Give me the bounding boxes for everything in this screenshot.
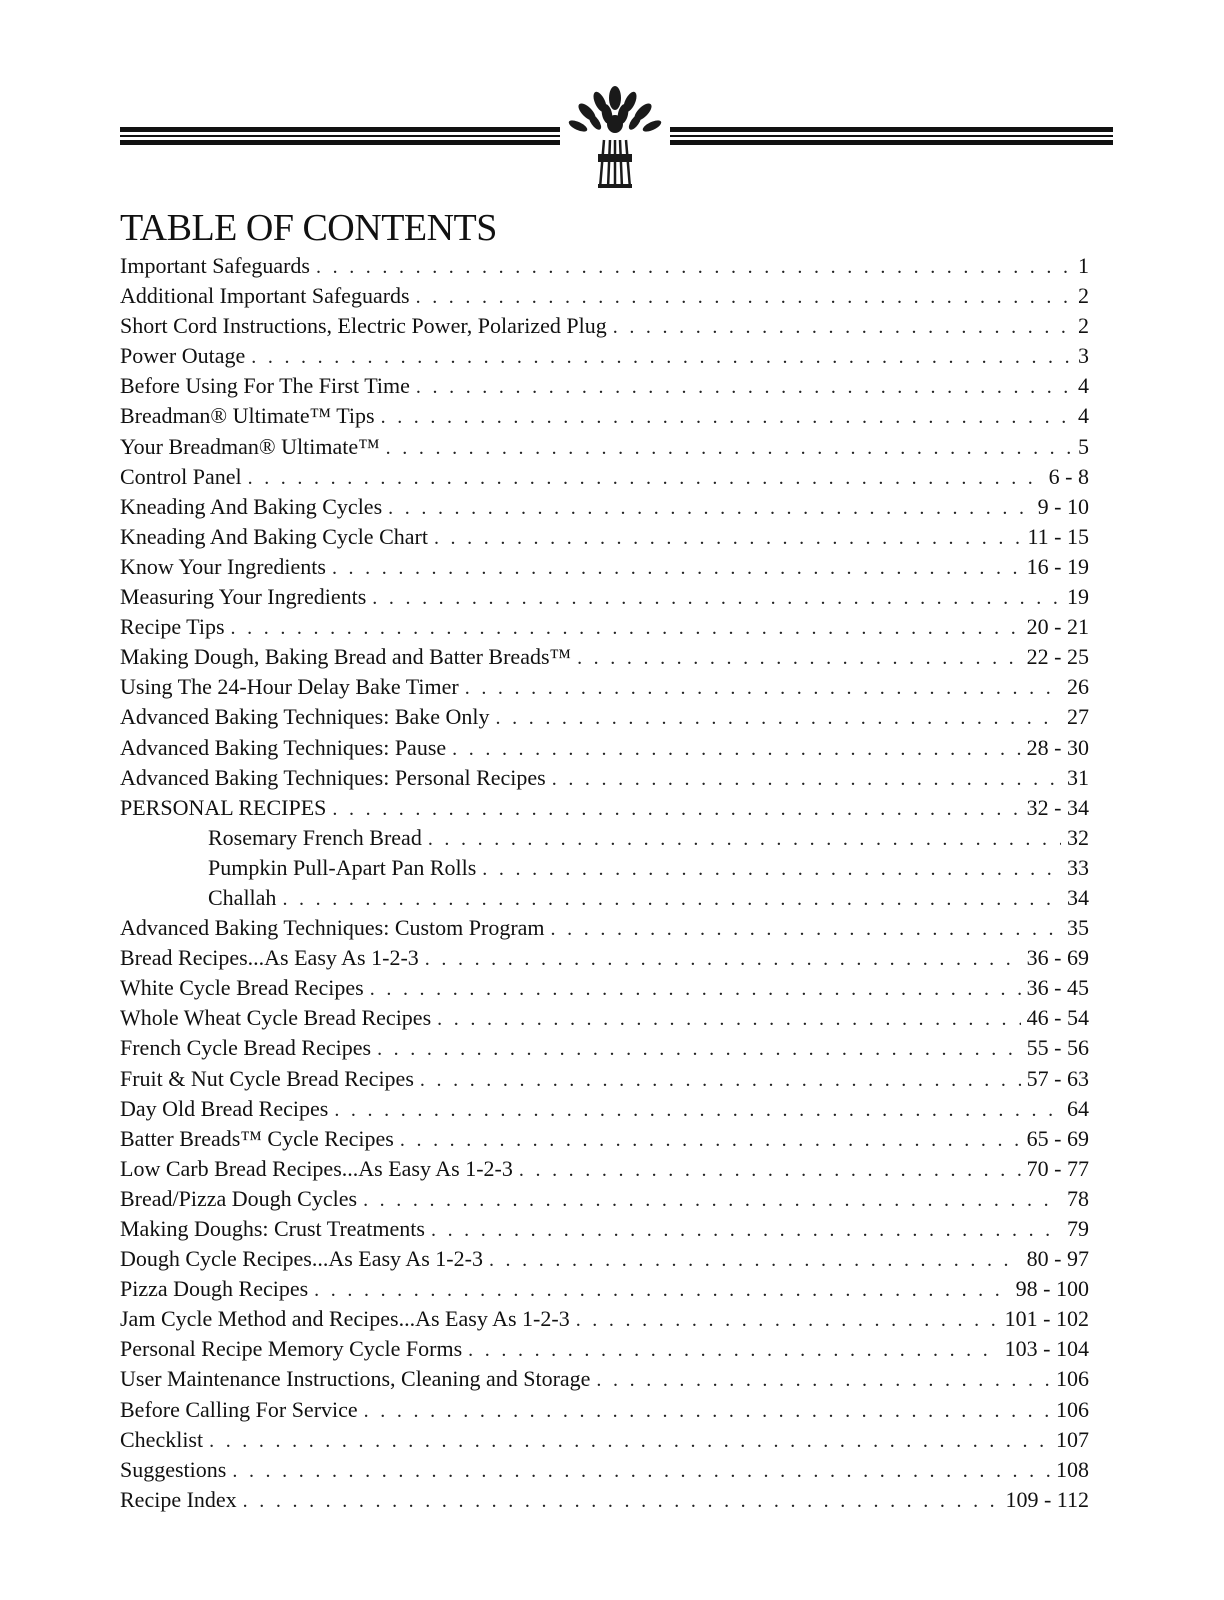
toc-entry [120, 1124, 1089, 1154]
toc-entry-title: Kneading And Baking Cycle Chart [120, 523, 428, 549]
toc-entry-pages: 106 [1056, 1396, 1089, 1422]
toc-entry [120, 311, 1089, 341]
toc-entry-title: Making Dough, Baking Bread and Batter Breads™ [120, 644, 572, 670]
toc-entry-title: Additional Important Safeguards [120, 283, 410, 309]
toc-entry-title: Important Safeguards [120, 253, 310, 278]
toc-entry [120, 1364, 1089, 1394]
toc-entry-title: Challah [208, 884, 277, 910]
dot-leader [377, 1034, 1021, 1063]
dot-leader [434, 523, 1022, 552]
toc-entry-pages: 26 [1067, 674, 1089, 700]
toc-entry-pages: 16 - 19 [1026, 553, 1089, 579]
dot-leader [428, 824, 1061, 853]
toc-entry-title: Dough Cycle Recipes...As Easy As 1-2-3 [120, 1246, 483, 1272]
toc-entry-title: Control Panel [120, 463, 242, 489]
toc-entry-title: User Maintenance Instructions, Cleaning and Storage [120, 1366, 591, 1392]
toc-entry [120, 1334, 1089, 1364]
toc-entry-pages: 78 [1067, 1185, 1089, 1211]
dot-leader [552, 764, 1061, 793]
toc-entry-title: Fruit & Nut Cycle Bread Recipes [120, 1065, 414, 1091]
toc-entry-pages: 79 [1067, 1216, 1089, 1241]
toc-entry [120, 1395, 1089, 1425]
dot-leader [381, 402, 1072, 431]
toc-entry [120, 341, 1089, 371]
dot-leader [334, 1095, 1061, 1124]
toc-entry-title: White Cycle Bread Recipes [120, 975, 364, 1001]
toc-entry [120, 522, 1089, 552]
dot-leader [613, 312, 1072, 341]
toc-entry-pages: 80 - 97 [1026, 1246, 1089, 1272]
toc-entry-pages: 65 - 69 [1026, 1125, 1089, 1151]
toc-entry [120, 612, 1089, 642]
toc-entry-title: Your Breadman® Ultimate™ [120, 433, 380, 459]
dot-leader [400, 1125, 1021, 1154]
toc-entry-title: Recipe Tips [120, 614, 225, 640]
toc-entry-pages: 6 - 8 [1048, 463, 1089, 489]
dot-leader [388, 493, 1032, 522]
toc-entry [120, 1274, 1089, 1304]
toc-entry-title: Making Doughs: Crust Treatments [120, 1216, 425, 1241]
toc-entry-title: Advanced Baking Techniques: Pause [120, 734, 447, 760]
toc-entry-title: French Cycle Bread Recipes [120, 1035, 372, 1061]
toc-entry-pages: 70 - 77 [1026, 1155, 1089, 1181]
toc-entry-pages: 11 - 15 [1027, 523, 1089, 549]
toc-entry-title: Pizza Dough Recipes [120, 1276, 309, 1302]
toc-entry-title: Kneading And Baking Cycles [120, 493, 383, 519]
toc-entry-title: Suggestions [120, 1456, 227, 1482]
toc-entry-title: Breadman® Ultimate™ Tips [120, 403, 375, 429]
toc-entry-pages: 33 [1067, 854, 1089, 880]
toc-entry-pages: 4 [1078, 373, 1089, 399]
toc-entry [120, 1304, 1089, 1334]
toc-entry-title: PERSONAL RECIPES [120, 794, 327, 820]
toc-entry-pages: 36 - 69 [1026, 945, 1089, 971]
toc-entry [120, 1003, 1089, 1033]
toc-entry [120, 1455, 1089, 1485]
toc-entry-title: Short Cord Instructions, Electric Power, Polarized Plug [120, 313, 607, 339]
toc-entry [120, 793, 1089, 823]
toc-entry [120, 823, 1089, 853]
table-of-contents [120, 251, 1089, 1515]
toc-entry-title: Using The 24-Hour Delay Bake Timer [120, 674, 459, 700]
dot-leader [576, 1305, 999, 1334]
dot-leader [316, 252, 1072, 281]
toc-entry [120, 1064, 1089, 1094]
dot-leader [282, 884, 1061, 913]
toc-entry [120, 552, 1089, 582]
toc-entry [120, 642, 1089, 672]
toc-entry-title: Advanced Baking Techniques: Personal Recipes [120, 764, 546, 790]
toc-entry-title: Personal Recipe Memory Cycle Forms [120, 1336, 463, 1362]
toc-entry [120, 1033, 1089, 1063]
toc-entry [120, 913, 1089, 943]
dot-leader [372, 583, 1061, 612]
toc-entry [120, 733, 1089, 763]
dot-leader [386, 433, 1072, 462]
toc-entry-pages: 106 [1056, 1366, 1089, 1392]
toc-entry [120, 973, 1089, 1003]
toc-entry-title: Day Old Bread Recipes [120, 1095, 329, 1121]
toc-entry-title: Recipe Index [120, 1486, 237, 1512]
toc-entry-pages: 98 - 100 [1015, 1276, 1089, 1302]
dot-leader [364, 1396, 1050, 1425]
dot-leader [314, 1275, 1010, 1304]
toc-entry [120, 462, 1089, 492]
toc-entry-pages: 36 - 45 [1026, 975, 1089, 1001]
toc-entry-pages: 35 [1067, 915, 1089, 941]
toc-entry-title: Power Outage [120, 343, 246, 369]
toc-entry [120, 1094, 1089, 1124]
dot-leader [231, 613, 1021, 642]
dot-leader [209, 1426, 1050, 1455]
dot-leader [519, 1155, 1021, 1184]
toc-entry-pages: 4 [1078, 403, 1089, 429]
toc-entry [120, 853, 1089, 883]
dot-leader [332, 794, 1020, 823]
toc-entry [120, 1184, 1089, 1214]
toc-entry [120, 883, 1089, 913]
dot-leader [452, 734, 1021, 763]
toc-entry-pages: 46 - 54 [1026, 1005, 1089, 1031]
toc-entry [120, 281, 1089, 311]
toc-entry-pages: 20 - 21 [1026, 614, 1089, 640]
toc-entry-title: Bread/Pizza Dough Cycles [120, 1185, 358, 1211]
toc-entry [120, 1214, 1089, 1244]
dot-leader [232, 1456, 1050, 1485]
toc-entry [120, 1244, 1089, 1274]
toc-entry-pages: 55 - 56 [1026, 1035, 1089, 1061]
dot-leader [551, 914, 1061, 943]
toc-entry [120, 1485, 1089, 1515]
toc-entry-pages: 108 [1056, 1456, 1089, 1482]
dot-leader [425, 944, 1021, 973]
toc-entry-pages: 2 [1078, 313, 1089, 339]
toc-entry [120, 943, 1089, 973]
toc-entry [120, 251, 1089, 281]
toc-entry-pages: 3 [1078, 343, 1089, 369]
toc-entry-pages: 2 [1078, 283, 1089, 309]
toc-entry [120, 672, 1089, 702]
toc-entry [120, 492, 1089, 522]
toc-entry [120, 1154, 1089, 1184]
dot-leader [248, 463, 1043, 492]
toc-entry [120, 432, 1089, 462]
toc-entry-pages: 19 [1067, 584, 1089, 610]
dot-leader [489, 1245, 1021, 1274]
toc-entry-title: Whole Wheat Cycle Bread Recipes [120, 1005, 432, 1031]
toc-entry-pages: 101 - 102 [1004, 1306, 1089, 1332]
toc-entry-title: Before Using For The First Time [120, 373, 410, 399]
toc-entry-title: Low Carb Bread Recipes...As Easy As 1-2-3 [120, 1155, 513, 1181]
toc-entry-title: Pumpkin Pull-Apart Pan Rolls [208, 854, 477, 880]
toc-entry [120, 401, 1089, 431]
toc-entry-pages: 103 - 104 [1004, 1336, 1089, 1362]
toc-entry-pages: 34 [1067, 884, 1089, 910]
toc-entry-pages: 107 [1056, 1426, 1089, 1452]
toc-entry-pages: 22 - 25 [1026, 644, 1089, 670]
toc-entry-pages: 31 [1067, 764, 1089, 790]
toc-entry [120, 582, 1089, 612]
toc-entry-title: Batter Breads™ Cycle Recipes [120, 1125, 394, 1151]
dot-leader [468, 1335, 999, 1364]
toc-entry-pages: 1 [1078, 253, 1089, 278]
toc-entry-title: Bread Recipes...As Easy As 1-2-3 [120, 945, 419, 971]
toc-entry-title: Rosemary French Bread [208, 824, 422, 850]
toc-entry-title: Before Calling For Service [120, 1396, 358, 1422]
wheat-sheaf-icon [560, 80, 670, 192]
dot-leader [416, 282, 1072, 311]
toc-entry-pages: 32 [1067, 824, 1089, 850]
dot-leader [370, 974, 1021, 1003]
toc-entry-title: Know Your Ingredients [120, 553, 326, 579]
toc-entry-title: Advanced Baking Techniques: Custom Program [120, 915, 545, 941]
toc-entry-pages: 27 [1067, 704, 1089, 730]
toc-entry-title: Jam Cycle Method and Recipes...As Easy As 1-2-3 [120, 1306, 570, 1332]
toc-entry [120, 702, 1089, 732]
dot-leader [416, 372, 1072, 401]
toc-entry-pages: 32 - 34 [1026, 794, 1089, 820]
dot-leader [420, 1065, 1021, 1094]
dot-leader [437, 1004, 1021, 1033]
dot-leader [482, 854, 1061, 883]
header-ornament [120, 80, 1113, 195]
toc-entry-title: Advanced Baking Techniques: Bake Only [120, 704, 490, 730]
dot-leader [363, 1185, 1061, 1214]
toc-entry [120, 763, 1089, 793]
dot-leader [577, 643, 1021, 672]
dot-leader [596, 1365, 1050, 1394]
toc-entry-pages: 5 [1078, 433, 1089, 459]
dot-leader [251, 342, 1072, 371]
page-title: TABLE OF CONTENTS [120, 207, 497, 249]
dot-leader [465, 673, 1061, 702]
dot-leader [332, 553, 1021, 582]
toc-entry-title: Checklist [120, 1426, 204, 1452]
toc-entry-pages: 9 - 10 [1037, 493, 1089, 519]
toc-entry-pages: 109 - 112 [1005, 1486, 1089, 1512]
toc-entry-pages: 28 - 30 [1026, 734, 1089, 760]
toc-entry [120, 371, 1089, 401]
toc-entry-pages: 64 [1067, 1095, 1089, 1121]
dot-leader [431, 1215, 1061, 1244]
dot-leader [243, 1486, 1000, 1515]
toc-entry [120, 1425, 1089, 1455]
dot-leader [496, 703, 1061, 732]
toc-entry-pages: 57 - 63 [1026, 1065, 1089, 1091]
toc-entry-title: Measuring Your Ingredients [120, 584, 367, 610]
